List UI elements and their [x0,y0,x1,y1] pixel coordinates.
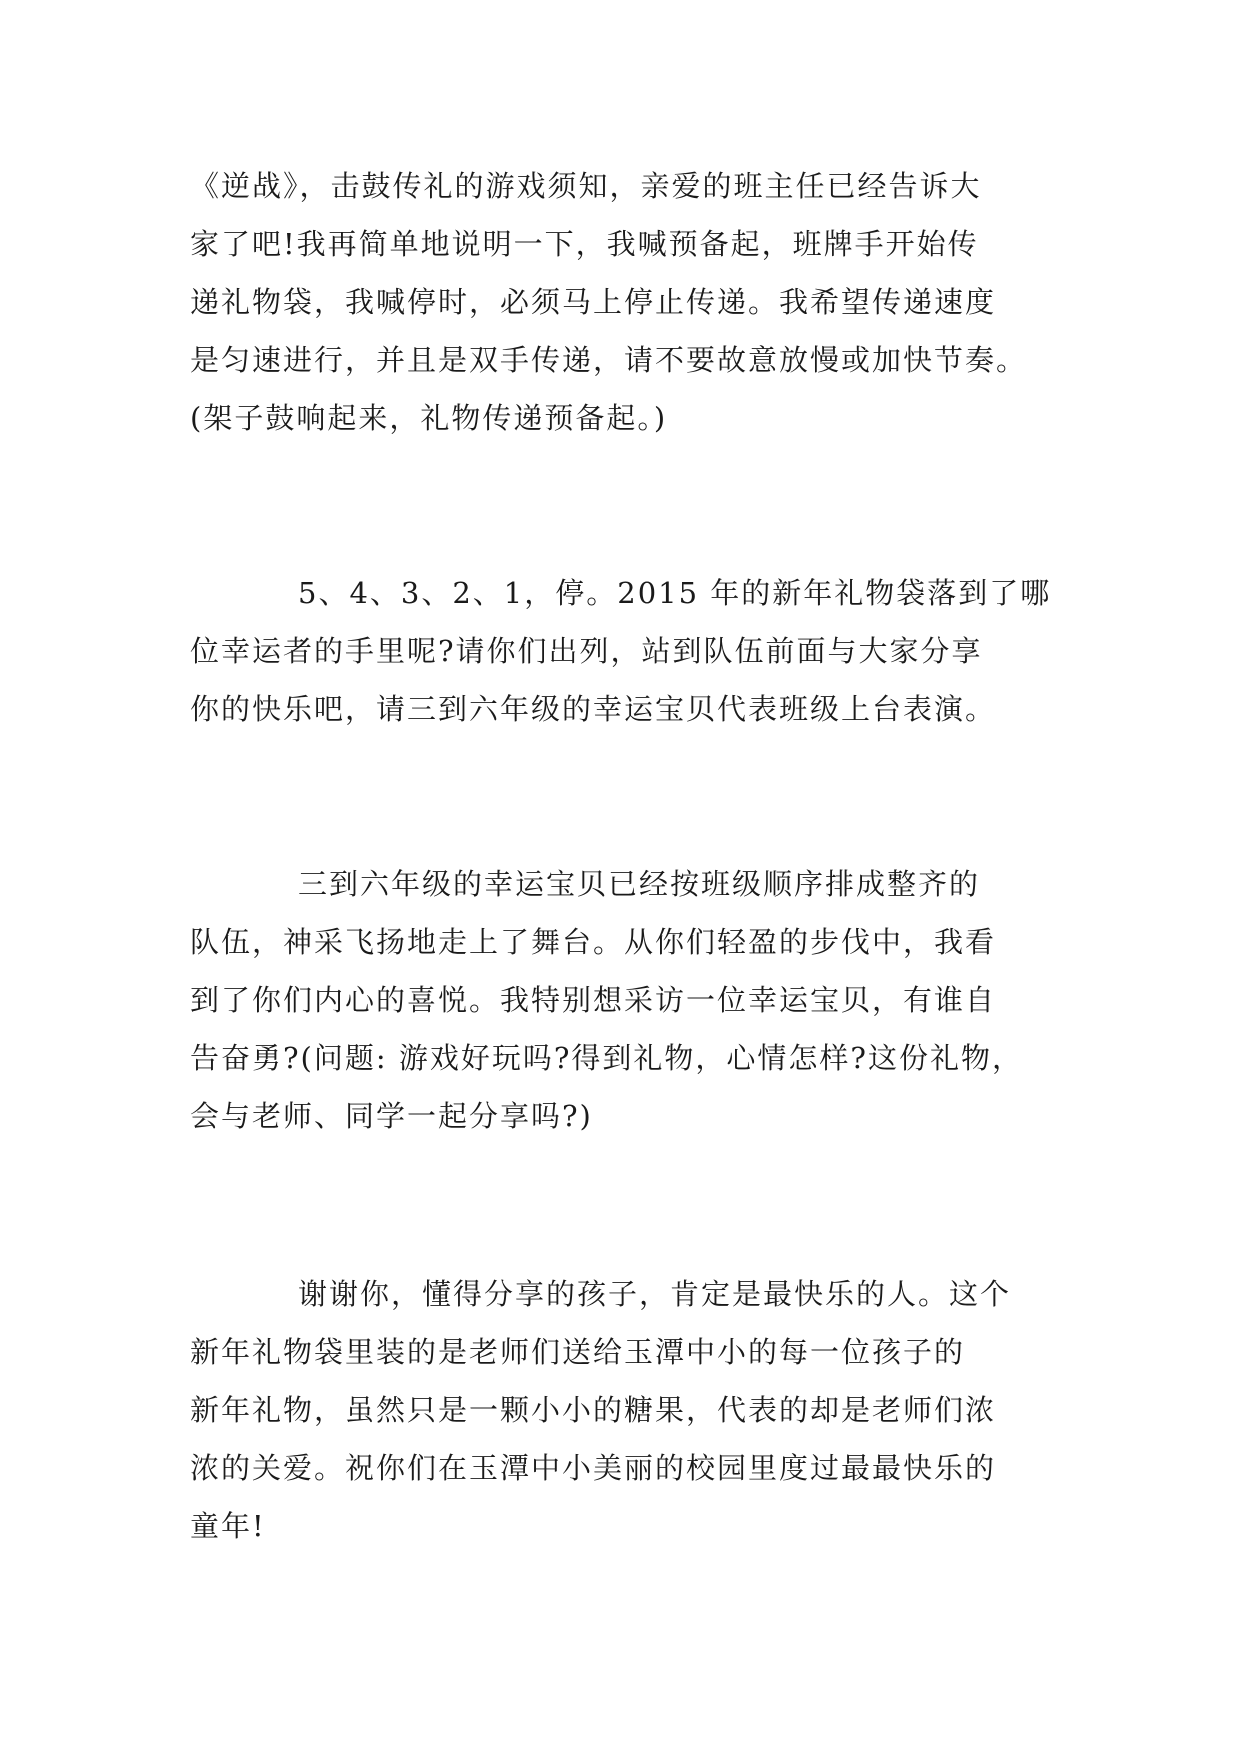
text-line: 会与老师、同学一起分享吗?) [190,1099,593,1133]
paragraph-closing [190,1265,1060,1555]
paragraph-interview [190,855,1060,1145]
text-line: 谢谢你，懂得分享的孩子，肯定是最快乐的人。这个 [298,1277,1012,1311]
text-line: 童年! [190,1509,266,1543]
text-line: 《逆战》，击鼓传礼的游戏须知，亲爱的班主任已经告诉大 [190,169,982,203]
paragraph-game-rules [190,157,1060,447]
text-line: 浓的关爱。祝你们在玉潭中小美丽的校园里度过最最快乐的 [190,1451,997,1485]
text-line: (架子鼓响起来，礼物传递预备起。) [190,401,668,435]
text-line: 是匀速进行，并且是双手传递，请不要故意放慢或加快节奏。 [190,343,1028,377]
text-line: 新年礼物，虽然只是一颗小小的糖果，代表的却是老师们浓 [190,1393,997,1427]
text-line: 三到六年级的幸运宝贝已经按班级顺序排成整齐的 [298,867,981,901]
paragraph-countdown [190,564,1060,738]
text-line: 告奋勇?(问题: 游戏好玩吗?得到礼物，心情怎样?这份礼物， [190,1041,1023,1075]
text-line: 队伍，神采飞扬地走上了舞台。从你们轻盈的步伐中，我看 [190,925,997,959]
text-line: 位幸运者的手里呢?请你们出列，站到队伍前面与大家分享 [190,634,983,668]
text-line: 递礼物袋，我喊停时，必须马上停止传递。我希望传递速度 [190,285,997,319]
text-line: 新年礼物袋里装的是老师们送给玉潭中小的每一位孩子的 [190,1335,966,1369]
text-line: 5、4、3、2、1，停。2015 年的新年礼物袋落到了哪 [298,576,1052,610]
text-line: 你的快乐吧，请三到六年级的幸运宝贝代表班级上台表演。 [190,692,997,726]
text-line: 到了你们内心的喜悦。我特别想采访一位幸运宝贝，有谁自 [190,983,997,1017]
text-line: 家了吧!我再简单地说明一下，我喊预备起，班牌手开始传 [190,227,979,261]
